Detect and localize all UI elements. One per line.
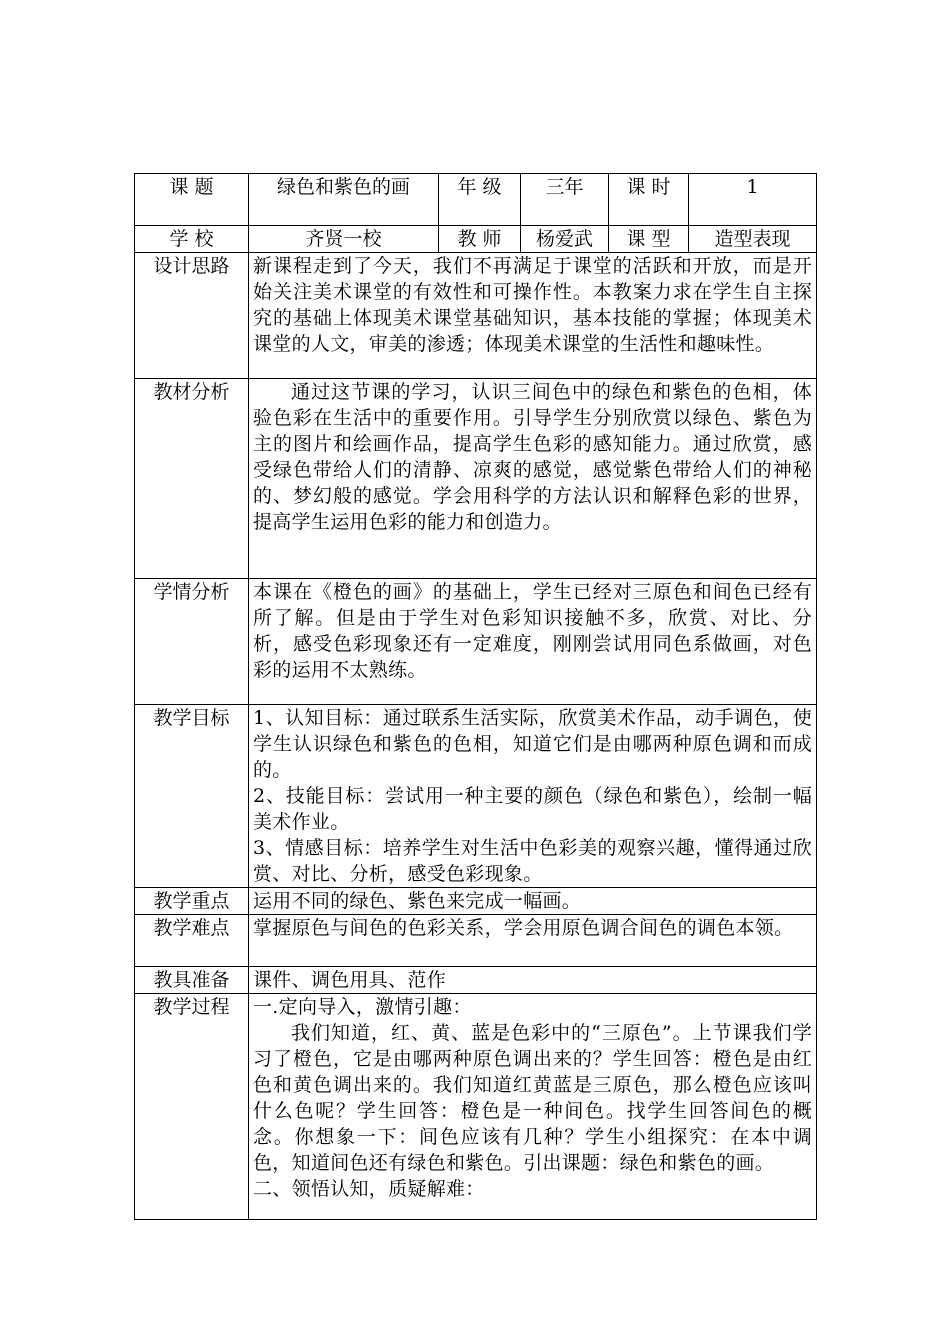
type-label: 课 型 — [609, 226, 689, 253]
difficulty-row — [135, 915, 817, 967]
process-heading: 二、领悟认知，质疑解难： — [253, 1178, 485, 1200]
design-label: 设计思路 — [135, 253, 249, 379]
learner-row — [135, 579, 817, 705]
goal-item: 1、认知目标：通过联系生活实际，欣赏美术作品，动手调色，使学生认识绿色和紫色的色相，知道它们是由哪两种原色调和而成的。 — [253, 707, 812, 781]
grade-value: 三年 — [521, 174, 609, 226]
tools-label: 教具准备 — [135, 967, 249, 994]
topic-value: 绿色和紫色的画 — [249, 174, 439, 226]
topic-label: 课 题 — [135, 174, 249, 226]
key-label: 教学重点 — [135, 888, 249, 915]
goals-row — [135, 705, 817, 888]
lesson-plan-table — [134, 173, 817, 1220]
goals-label: 教学目标 — [135, 705, 249, 888]
design-text: 新课程走到了今天，我们不再满足于课堂的活跃和开放，而是开始关注美术课堂的有效性和可操作性。本教案力求在学生自主探究的基础上体现美术课堂基础知识，基本技能的掌握；体现美术课堂的人文，审美的渗透；体现美术课堂的生活性和趣味性。 — [249, 253, 817, 379]
tools-row — [135, 967, 817, 994]
grade-label: 年 级 — [439, 174, 521, 226]
material-row — [135, 379, 817, 579]
teacher-value: 杨爱武 — [521, 226, 609, 253]
teacher-label: 教 师 — [439, 226, 521, 253]
process-label: 教学过程 — [135, 994, 249, 1220]
design-row — [135, 253, 817, 379]
key-text: 运用不同的绿色、紫色来完成一幅画。 — [249, 888, 817, 915]
material-text: 通过这节课的学习，认识三间色中的绿色和紫色的色相，体验色彩在生活中的重要作用。引导学生分别欣赏以绿色、紫色为主的图片和绘画作品，提高学生色彩的感知能力。通过欣赏，感受绿色带给人们的清静、凉爽的感觉，感觉紫色带给人们的神秘的、梦幻般的感觉。学会用科学的方法认识和解释色彩的世界，提高学生运用色彩的能力和创造力。 — [249, 379, 817, 579]
difficulty-text: 掌握原色与间色的色彩关系，学会用原色调合间色的调色本领。 — [249, 915, 817, 967]
process-heading: 一.定向导入，激情引趣： — [253, 996, 472, 1018]
header-row-1 — [135, 174, 817, 226]
hours-label: 课 时 — [609, 174, 689, 226]
process-paragraph: 我们知道，红、黄、蓝是色彩中的“三原色”。上节课我们学习了橙色，它是由哪两种原色调出来的？学生回答：橙色是由红色和黄色调出来的。我们知道红黄蓝是三原色，那么橙色应该叫什么色呢？学生回答：橙色是一种间色。找学生回答间色的概念。你想象一下：间色应该有几种？学生小组探究：在本中调色，知道间色还有绿色和紫色。引出课题：绿色和紫色的画。 — [253, 1022, 812, 1174]
key-row — [135, 888, 817, 915]
learner-text: 本课在《橙色的画》的基础上，学生已经对三原色和间色已经有所了解。但是由于学生对色彩知识接触不多，欣赏、对比、分析，感受色彩现象还有一定难度，刚刚尝试用同色系做画，对色彩的运用不太熟练。 — [249, 579, 817, 705]
type-value: 造型表现 — [689, 226, 817, 253]
process-row — [135, 994, 817, 1220]
school-value: 齐贤一校 — [249, 226, 439, 253]
goal-item: 3、情感目标：培养学生对生活中色彩美的观察兴趣，懂得通过欣赏、对比、分析，感受色彩现象。 — [253, 837, 812, 885]
header-row-2 — [135, 226, 817, 253]
tools-text: 课件、调色用具、范作 — [249, 967, 817, 994]
goals-list — [249, 705, 817, 888]
learner-label: 学情分析 — [135, 579, 249, 705]
material-label: 教材分析 — [135, 379, 249, 579]
process-content — [249, 994, 817, 1220]
hours-value: 1 — [689, 174, 817, 226]
difficulty-label: 教学难点 — [135, 915, 249, 967]
school-label: 学 校 — [135, 226, 249, 253]
goal-item: 2、技能目标：尝试用一种主要的颜色（绿色和紫色），绘制一幅美术作业。 — [253, 785, 812, 833]
